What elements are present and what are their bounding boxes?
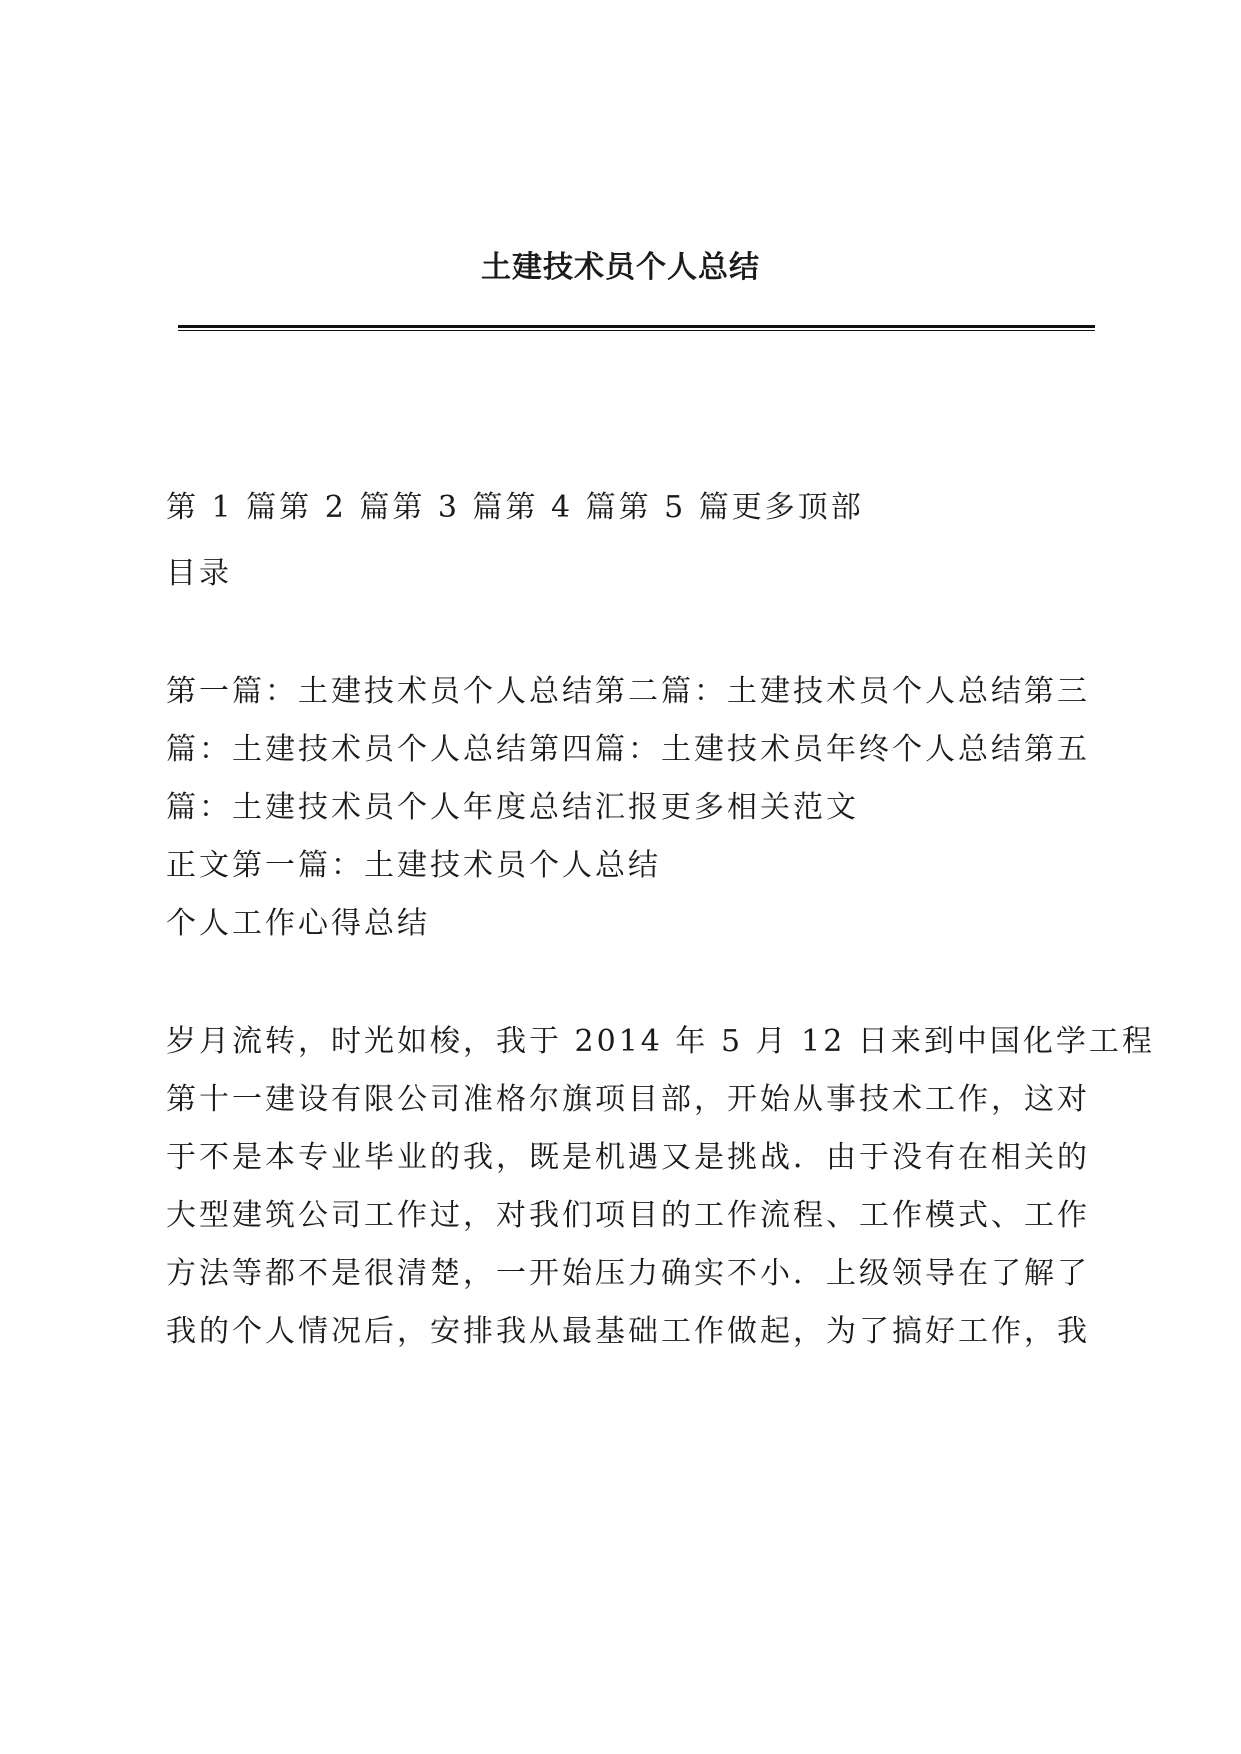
nav-line: 第 1 篇第 2 篇第 3 篇第 4 篇第 5 篇更多顶部: [166, 490, 864, 525]
paragraph-line: 第十一建设有限公司准格尔旗项目部，开始从事技术工作，这对: [166, 1082, 1090, 1117]
document-title: 土建技术员个人总结: [481, 250, 760, 285]
sub-heading: 个人工作心得总结: [166, 906, 430, 941]
paragraph-line: 岁月流转，时光如梭，我于 2014 年 5 月 12 日来到中国化学工程: [166, 1024, 1155, 1059]
paragraph-line: 于不是本专业毕业的我，既是机遇又是挑战．由于没有在相关的: [166, 1140, 1090, 1175]
paragraph-line: 我的个人情况后，安排我从最基础工作做起，为了搞好工作，我: [166, 1314, 1090, 1349]
paragraph-line: 方法等都不是很清楚，一开始压力确实不小．上级领导在了解了: [166, 1256, 1090, 1291]
toc-line: 第一篇：土建技术员个人总结第二篇：土建技术员个人总结第三: [166, 674, 1090, 709]
paragraph-line: 大型建筑公司工作过，对我们项目的工作流程、工作模式、工作: [166, 1198, 1090, 1233]
toc-line: 篇：土建技术员个人年度总结汇报更多相关范文: [166, 790, 859, 825]
toc-heading: 目录: [166, 556, 232, 591]
title-rule-thick: [178, 325, 1095, 328]
toc-line: 篇：土建技术员个人总结第四篇：土建技术员年终个人总结第五: [166, 732, 1090, 767]
title-rule-thin: [178, 330, 1095, 331]
body-heading: 正文第一篇：土建技术员个人总结: [166, 848, 661, 883]
